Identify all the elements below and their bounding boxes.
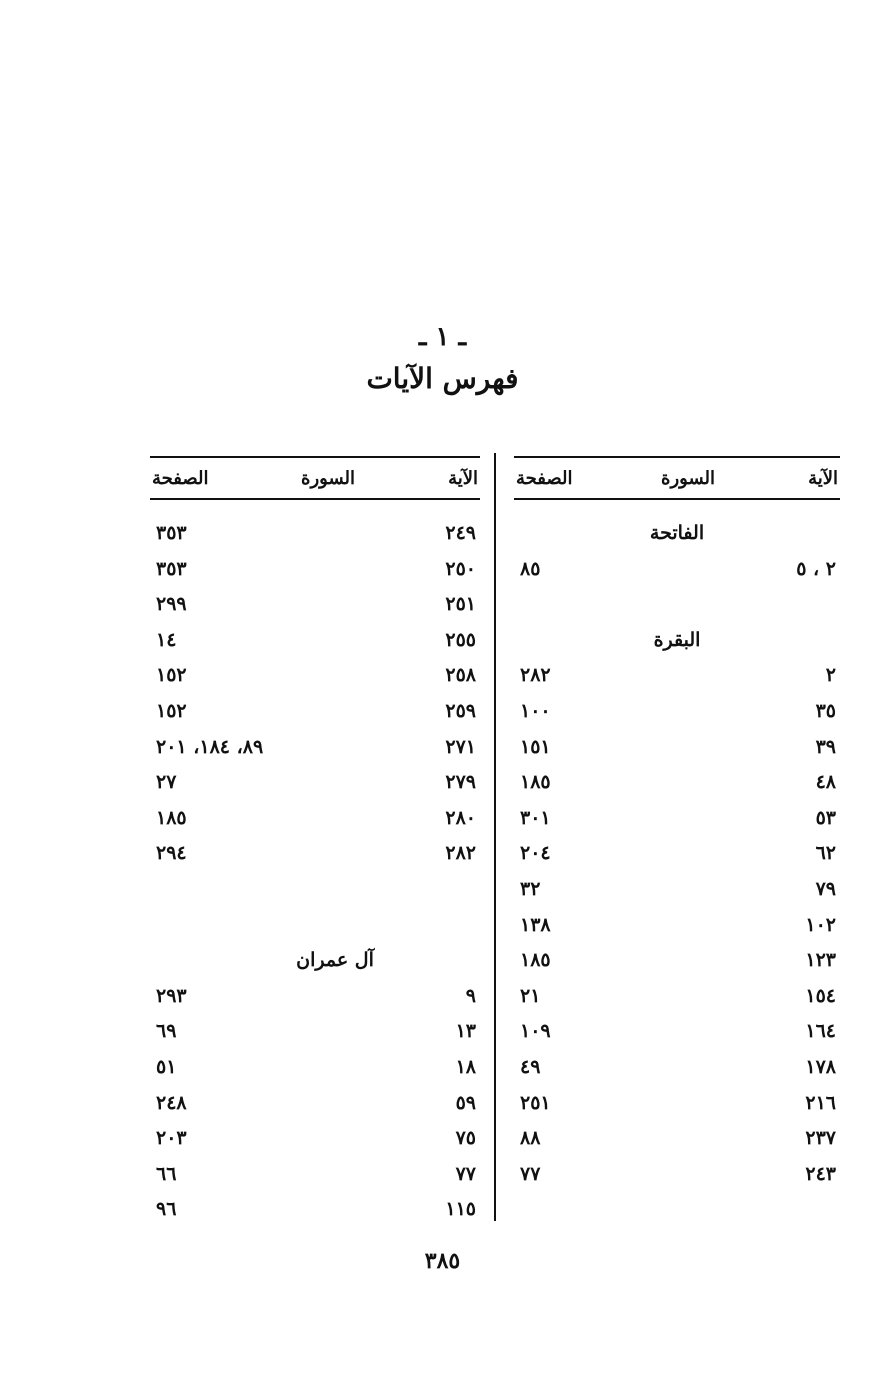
aya-number: ١٥٤ [805,984,836,1007]
page-reference: ٢٠٤ [520,842,551,865]
page-reference: ٧٧ [520,1162,541,1185]
index-entry-row [514,765,840,801]
index-column-left [150,456,480,1228]
index-entry-row [514,1050,840,1086]
aya-number: ٤٨ [815,771,836,794]
blank-row [514,587,840,623]
aya-number: ١٧٨ [805,1055,836,1078]
page-reference: ٣٥٣ [156,557,187,580]
column-header [514,456,840,500]
aya-number: ٦٢ [815,842,836,865]
index-entry-row [150,694,480,730]
page-reference: ٦٩ [156,1020,177,1043]
aya-number: ٥٩ [455,1091,476,1114]
index-entry-row [514,872,840,908]
aya-number: ٧٥ [455,1127,476,1150]
page-reference: ٢٤٨ [156,1091,187,1114]
aya-number: ٧٩ [815,877,836,900]
sura-heading-row [514,623,840,659]
header-sura: السورة [661,468,715,489]
index-entry-row [514,658,840,694]
aya-number: ١٢٣ [805,949,836,972]
aya-number: ٢٨٢ [445,842,476,865]
page-reference: ١٨٥ [156,806,187,829]
sura-name: آل عمران [296,949,374,972]
index-entry-row [150,801,480,837]
index-entry-row [150,1192,480,1228]
page-reference: ٦٦ [156,1162,177,1185]
page-reference: ٢٥١ [520,1091,551,1114]
aya-number: ٢٥٥ [445,628,476,651]
index-entry-row [150,730,480,766]
page-reference: ٢٧ [156,771,177,794]
page-reference: ٢٩٣ [156,984,187,1007]
sura-heading-row [514,516,840,552]
index-entry-row [150,1121,480,1157]
aya-number: ٣٩ [815,735,836,758]
index-entry-row [514,1014,840,1050]
index-entry-row [150,1086,480,1122]
page-reference: ٤٩ [520,1055,541,1078]
index-rows [150,516,480,1228]
section-number: ـ ١ ـ [418,322,467,352]
index-entry-row [514,1121,840,1157]
aya-number: ٢٨٠ [445,806,476,829]
header-page: الصفحة [516,468,573,489]
index-entry-row [150,623,480,659]
blank-row [150,872,480,908]
page-reference: ٢٩٤ [156,842,187,865]
index-entry-row [514,908,840,944]
page-reference: ٣٠١ [520,806,551,829]
page-reference: ٩٦ [156,1198,177,1221]
page-reference: ١٣٨ [520,913,551,936]
page-reference: ١٠٩ [520,1020,551,1043]
aya-number: ٢٣٧ [805,1127,836,1150]
index-entry-row [514,979,840,1015]
index-column-right [514,456,840,1192]
page-reference: ٣٢ [520,877,541,900]
column-divider [494,453,496,1221]
header-page: الصفحة [152,468,209,489]
index-entry-row [514,1157,840,1193]
sura-heading-row [150,943,480,979]
index-entry-row [150,552,480,588]
aya-number: ١٠٢ [805,913,836,936]
page-reference: ٨٨ [520,1127,541,1150]
index-entry-row [150,1014,480,1050]
aya-number: ٢ ، ٥ [796,557,836,580]
header-aya: الآية [448,468,478,489]
page-reference: ٢٩٩ [156,593,187,616]
index-entry-row [514,943,840,979]
header-aya: الآية [808,468,838,489]
aya-number: ١١٥ [445,1198,476,1221]
page-reference: ١٠٠ [520,699,551,722]
column-header [150,456,480,500]
index-entry-row [150,979,480,1015]
aya-number: ٢٤٣ [805,1162,836,1185]
page-reference: ١٨٥ [520,949,551,972]
sura-name: البقرة [653,628,701,651]
aya-number: ٢٤٩ [445,522,476,544]
page-reference: ١٥١ [520,735,551,758]
index-entry-row [150,1050,480,1086]
page-reference: ١٨٥ [520,771,551,794]
index-entry-row [514,552,840,588]
aya-number: ٢١٦ [805,1091,836,1114]
index-entry-row [150,765,480,801]
page-reference: ٢٨٢ [520,664,551,687]
page-reference: ٢١ [520,984,541,1007]
aya-number: ٢٧١ [445,735,476,758]
page-reference: ١٥٢ [156,664,187,687]
page-reference: ١٤ [156,628,177,651]
index-entry-row [150,516,480,552]
index-entry-row [514,836,840,872]
index-entry-row [514,801,840,837]
aya-number: ٢٥١ [445,593,476,616]
index-entry-row [514,730,840,766]
blank-row [150,908,480,944]
aya-number: ١٨ [455,1055,476,1078]
page-reference: ٨٥ [520,557,541,580]
page-reference: ٥١ [156,1055,177,1078]
page-reference: ١٥٢ [156,699,187,722]
index-entry-row [150,587,480,623]
index-entry-row [514,694,840,730]
aya-number: ٧٧ [455,1162,476,1185]
page-title: فهرس الآيات [366,362,519,395]
aya-number: ٢٧٩ [445,771,476,794]
aya-number: ٢٥٨ [445,664,476,687]
aya-number: ١٣ [455,1020,476,1043]
sura-name: الفاتحة [649,522,705,544]
aya-number: ٩ [465,984,476,1007]
aya-number: ٢ [825,664,836,687]
index-entry-row [150,836,480,872]
aya-number: ٢٥٩ [445,699,476,722]
index-entry-row [150,658,480,694]
page-number: ٣٨٥ [424,1248,461,1274]
aya-number: ٢٥٠ [445,557,476,580]
index-entry-row [514,1086,840,1122]
aya-number: ٥٣ [815,806,836,829]
page-reference: ٢٠٣ [156,1127,187,1150]
page-reference: ٨٩، ١٨٤، ٢٠١ [156,735,264,758]
header-sura: السورة [301,468,355,489]
aya-number: ١٦٤ [805,1020,836,1043]
page-reference: ٣٥٣ [156,522,187,544]
index-entry-row [150,1157,480,1193]
index-rows [514,516,840,1192]
aya-number: ٣٥ [815,699,836,722]
